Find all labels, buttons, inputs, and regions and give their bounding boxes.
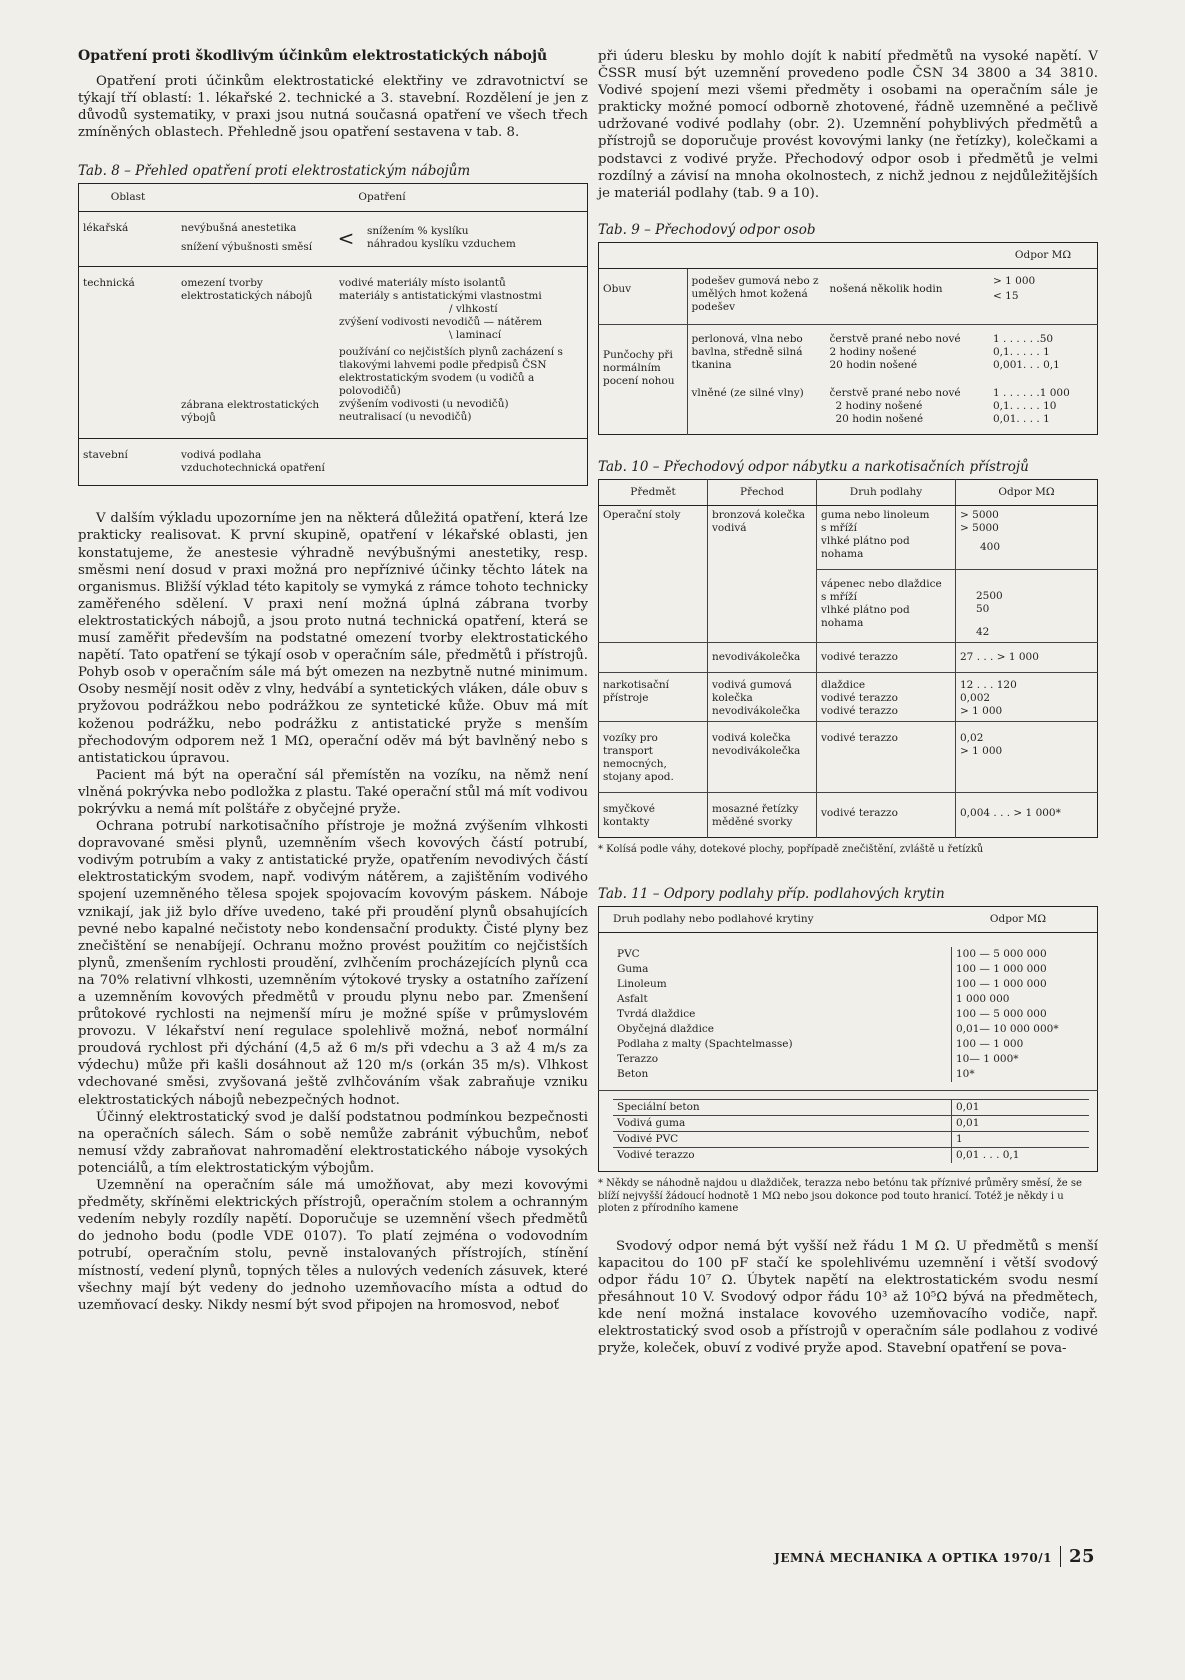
tab8-caption: Tab. 8 – Přehled opatření proti elektrostatickým nábojům	[78, 163, 471, 180]
tab8-row-technical	[79, 267, 588, 439]
floor-name: Tvrdá dlaždice	[613, 1007, 952, 1022]
tab8-col-measures: Opatření	[177, 184, 588, 212]
tab10-r1-v2: > 5000	[960, 521, 999, 534]
floor-row	[613, 1037, 1089, 1052]
tab11-h2: Odpor MΩ	[939, 907, 1098, 933]
tab9-g1-cond: nošená několik hodin	[829, 282, 943, 295]
floor-name: Vodivé PVC	[613, 1132, 952, 1148]
tab10-r2-fl: vodivé terazzo	[817, 642, 956, 672]
tab9-g1-v2: < 15	[993, 289, 1019, 302]
floor-value: 10— 1 000*	[956, 1053, 1019, 1066]
tab8-r2-a1: vodivé materiály místo isolantů	[339, 277, 506, 290]
floor-row	[613, 947, 1089, 962]
floor-name: Vodivá guma	[613, 1116, 952, 1132]
tab10-r3-tr2: nevodivákolečka	[712, 704, 801, 717]
floor-row	[613, 1100, 1089, 1116]
floor-value: 10*	[956, 1068, 975, 1081]
tab10-r3-tr1: vodivá gumová kolečka	[712, 678, 792, 704]
floor-name: Guma	[613, 962, 952, 977]
page-footer	[774, 1546, 1095, 1567]
floor-row	[613, 1148, 1089, 1164]
floor-name: Asfalt	[613, 992, 952, 1007]
tab10-r3-v2: 0,002	[960, 691, 991, 704]
tab10-r4-obj: vozíky pro transport nemocných, stojany apod.	[599, 721, 708, 792]
journal-name: JEMNÁ MECHANIKA A OPTIKA 1970/1	[774, 1551, 1052, 1565]
floor-value: 0,01	[952, 1100, 1090, 1116]
tab10-r2-tr: nevodivákolečka	[708, 642, 817, 672]
tab9-g2-item1: perlonová, vlna nebo bavlna, středně silná tkanina	[687, 324, 826, 375]
paragraph: Účinný elektrostatický svod je další podstatnou podmínkou bezpečnosti na operačních sálech. Sám o sobě nemůže zabránit výbuchům, neboť nemusí vždy zabraňovat nahromadění elektrostatického náboje vysokých potenciálů, a tím elektrostatickým výbojům.	[78, 1109, 588, 1176]
floor-value: 100 — 1 000 000	[956, 963, 1047, 976]
tab10-r1-fl5: s mříží	[821, 590, 857, 603]
tab11-note: * Někdy se náhodně najdou u dlaždiček, terazza nebo betónu tak příznivé průměry směsí, že se blíží nejvyšší žádoucí hodnotě 1 MΩ nebo jsou dokonce pod touto hranicí. Totéž je někdy i u ploten z přírodního kamene	[598, 1178, 1082, 1215]
tab10-table	[598, 479, 1098, 838]
tab9-g1-v1: > 1 000	[993, 274, 1036, 287]
tab9-g2-v2: 0,1. . . . . 1	[993, 345, 1050, 358]
tab11-table	[598, 906, 1098, 1172]
tab10-r1-fl2: s mříží	[821, 521, 857, 534]
floor-row	[613, 977, 1089, 992]
tab10-r1-fl4: vápenec nebo dlaždice	[821, 577, 942, 590]
floor-value: 0,01— 10 000 000*	[956, 1023, 1059, 1036]
tab9-g2-c4: čerstvě prané nebo nové	[829, 386, 961, 399]
floor-value: 100 — 1 000	[956, 1038, 1024, 1051]
tab10-r1-v3: 400	[980, 540, 1001, 553]
tab9-g2-c6: 20 hodin nošené	[835, 412, 924, 425]
paragraph: Svodový odpor nemá být vyšší než řádu 1 M Ω. U předmětů s menší kapacitou do 100 pF stačí ke spolehlivému uzemnění i větší svodový odpor řádu 10⁷ Ω. Úbytek napětí na elektrostatickém svodu nesmí přesáhnout 10 V. Svodový odpor řádu 10³ až 10⁵Ω bývá na předmětech, kde není možná instalace kovového uzemňovacího vodiče, např. elektrostatický svod osob a přístrojů v operačním sále podlahou z vodivé pryže, koleček, obuví z vodivé pryže apod. Stavební opatření se pova-	[598, 1238, 1098, 1357]
tab9-table	[598, 242, 1098, 435]
floor-row	[613, 1067, 1089, 1082]
tab9-g2-c3: 20 hodin nošené	[829, 358, 918, 371]
tab8-row-building	[79, 439, 588, 486]
tab10-r3-fl1: dlaždice	[821, 678, 866, 691]
tab10-r1-v4: 2500	[976, 589, 1003, 602]
paragraph: V dalším výkladu upozorníme jen na některá důležitá opatření, která lze prakticky realisovat. K první skupině, opatření v lékařské oblasti, jen konstatujeme, že anestesie výhradně nevýbušnými anestetiky, resp. směsmi není dosud v praxi možná pro nepříznivé účinky těchto látek na organismus. Bližší výklad této kapitoly se vymyká z rámce tohoto technicky zaměřeného sdělení. V praxi není možná úplná zábrana tvorby elektrostatických nábojů, a jsou proto nutná technická opatření, která se musí zaměřit především na podstatné omezení tvorby elektrostatického napětí. Tato opatření se týkají osob v operačním sále, předmětů i přístrojů. Pohyb osob v operačním sále má být omezen na nezbytně nutné minimum. Osoby nesmějí nosit oděv z vlny, hedvábí a syntetických vláken, dále obuv s pryžovou podrážkou nebo podrážkou ze syntetické kůže. Obuv má mít koženou podrážku, nebo podrážku z antistatické pryže s menším přechodovým odporem než 1 MΩ, operační oděv má být bavlněný nebo s antistatickou úpravou.	[78, 511, 588, 766]
floor-value: 1 000 000	[956, 993, 1010, 1006]
tab9-g2-c1: čerstvě prané nebo nové	[829, 332, 961, 345]
tab8-r2-b2: zvýšením vodivosti (u nevodičů)	[339, 398, 509, 411]
tab9-row-socks	[599, 324, 1098, 375]
tab10-r1-obj: Operační stoly	[599, 505, 708, 642]
tab11-h1: Druh podlahy nebo podlahové krytiny	[599, 907, 940, 933]
intro-paragraph: Opatření proti účinkům elektrostatické elektřiny ve zdravotnictví se týkají tří oblastí: 1. lékařské 2. technické a 3. stavební. Rozdělení je jen z důvodů systematiky, v praxi jsou nutná současná opatření ve všech třech zmíněných oblastech. Přehledně jsou opatření sestavena v tab. 8.	[78, 74, 588, 141]
floor-name: Terazzo	[613, 1052, 952, 1067]
floor-name: Beton	[613, 1067, 952, 1082]
tab9-g2-v5: 0,1. . . . . 10	[993, 399, 1057, 412]
tab9-g2-v1: 1 . . . . . .50	[993, 332, 1054, 345]
tab10-h2: Přechod	[708, 479, 817, 505]
floor-row	[613, 1116, 1089, 1132]
tab8-area-medical: lékařská	[79, 212, 178, 267]
floor-value: 1	[952, 1132, 1090, 1148]
floor-name: Podlaha z malty (Spachtelmasse)	[613, 1037, 952, 1052]
tab10-r5-v: 0,004 . . . > 1 000*	[956, 792, 1098, 837]
tab10-caption: Tab. 10 – Přechodový odpor nábytku a narkotisačních přístrojů	[598, 458, 1029, 475]
tab8-area-building: stavební	[79, 439, 178, 486]
floor-name: Speciální beton	[613, 1100, 952, 1116]
floor-row	[613, 992, 1089, 1007]
tab8-r2-a4: zvýšení vodivosti nevodičů — nátěrem	[339, 316, 543, 329]
tab8-table	[78, 183, 588, 486]
right-column	[598, 48, 1098, 1358]
tab10-r4-fl: vodivé terazzo	[817, 721, 956, 792]
floor-row	[613, 1007, 1089, 1022]
tab8-r3-m1: vodivá podlaha	[181, 449, 262, 462]
tab10-row	[599, 505, 1098, 569]
tab10-r4-tr2: nevodivákolečka	[712, 744, 801, 757]
tab10-r4-v2: > 1 000	[960, 744, 1003, 757]
tab8-r3-m2: vzduchotechnická opatření	[181, 462, 325, 475]
tab8-area-technical: technická	[79, 267, 178, 439]
tab8-r1-d: náhradou kyslíku vzduchem	[367, 238, 516, 251]
paragraph: Pacient má být na operační sál přemístěn na vozíku, na němž není vlněná pokrývka nebo podložka z plastu. Také operační stůl má mít vodivou pokrývku a nemá mít polštáře z obyčejné pryže.	[78, 767, 588, 817]
page-number: 25	[1060, 1546, 1095, 1567]
tab10-r1-fl6: vlhké plátno pod nohama	[821, 603, 910, 629]
tab10-r1-v5: 50	[976, 602, 990, 615]
floor-name: Vodivé terazzo	[613, 1148, 952, 1164]
tab9-row-shoes	[599, 268, 1098, 324]
floor-name: Obyčejná dlaždice	[613, 1022, 952, 1037]
tab10-r3-fl3: vodivé terazzo	[821, 704, 898, 717]
tab8-row-medical	[79, 212, 588, 267]
tab9-g1-item: podešev gumová nebo z umělých hmot kožená podešev	[691, 274, 819, 313]
tab8-r2-m1: omezení tvorby elektrostatických nábojů	[181, 277, 313, 303]
floor-row	[613, 962, 1089, 977]
tab11-rows	[613, 947, 1089, 1082]
paragraph: Ochrana potrubí narkotisačního přístroje je možná zvýšením vlhkosti dopravované směsi plynů, uzemněním všech kovových částí potrubí, vodivým potrubím a vaky z antistatické pryže, opatřením nevodivých částí elektrostatickým svodem, např. vodivým nátěrem, a zajištěním vodivého spojení uzemněného tělesa spojek spojovacím kovovým páskem. Náboje vznikají, jak již bylo dříve uvedeno, také při proudění plynů obsahujících pevné nebo kapalné nečistoty nebo kondensační produkty. Čisté plyny bez znečištění se nenabíjejí. Ochranu možno provést použitím co nejčistších plynů, zmenšením rychlosti proudění, zvlhčením procházejících plynů cca na 70% relativní vlhkosti, uzemněním výtokové trysky a ostatního zařízení a uzemněním kovových předmětů v proudu plynu nebo par. Zmenšení průtokové rychlosti na nejmenší míru je možné spíše v průmyslovém provozu. V lékařství není regulace spolehlivě možná, neboť normální proudová rychlost při dýchání (4,5 až 6 m/s při vdechu a 3 až 4 m/s za výdechu) může při kašli dosáhnout až 120 m/s (orkán 35 m/s). Vlhkost vdechované směsi, zvyšovaná ještě zvlhčováním však zabraňuje vzniku elektrostatických nábojů nebezpečných hodnot.	[78, 819, 588, 1108]
tab9-g2-c5: 2 hodiny nošené	[835, 399, 923, 412]
tab10-r1-v6: 42	[976, 625, 990, 638]
tab10-r5-obj: smyčkové kontakty	[599, 792, 708, 837]
tab9-g2-v3: 0,001. . . 0,1	[993, 358, 1060, 371]
floor-row	[613, 1022, 1089, 1037]
tab10-h1: Předmět	[599, 479, 708, 505]
tab8-col-area: Oblast	[79, 184, 178, 212]
tab10-h3: Druh podlahy	[817, 479, 956, 505]
floor-row	[613, 1132, 1089, 1148]
floor-value: 100 — 1 000 000	[956, 978, 1047, 991]
paragraph: při úderu blesku by mohlo dojít k nabití předmětů na vysoké napětí. V ČSSR musí být uzemnění provedeno podle ČSN 34 3800 a 34 3810. Vodivé spojení mezi všemi předměty i osobami na operačním sále je prakticky možné pomocí odborně zhotovené, řádně uzemněné a pečlivě udržované vodivé podlahy (obr. 2). Uzemnění pohyblivých předmětů a přístrojů se doporučuje provést kovovými lanky (ne řetízky), kolečkami a podstavci z vodivé pryže. Přechodový odpor osob i předmětů je velmi rozdílný a závisí na mnoha okolnostech, z nichž jednou z nejdůležitějších je materiál podlahy (tab. 9 a 10).	[598, 49, 1098, 201]
tab9-col-res: Odpor MΩ	[989, 242, 1098, 268]
floor-row	[613, 1052, 1089, 1067]
section-heading: Opatření proti škodlivým účinkům elektrostatických nábojů	[78, 48, 548, 64]
tab10-r3-fl2: vodivé terazzo	[821, 691, 898, 704]
tab10-r1-fl3: vlhké plátno pod nohama	[821, 534, 910, 560]
tab10-r5-fl: vodivé terazzo	[817, 792, 956, 837]
tab8-r1-a: nevýbušná anestetika	[181, 222, 297, 235]
tab8-r1-b: snížení výbušnosti směsí	[181, 241, 313, 254]
tab11-caption: Tab. 11 – Odpory podlahy příp. podlahových krytin	[598, 886, 945, 903]
tab10-r4-tr1: vodivá kolečka	[712, 731, 791, 744]
tab8-r2-a5: \ laminací	[449, 329, 502, 342]
tab9-g2-item2: vlněné (ze silné vlny)	[691, 386, 804, 399]
tab10-note: * Kolísá podle váhy, dotekové plochy, popřípadě znečištění, zvláště u řetízků	[598, 843, 984, 855]
tab8-bracket: <	[337, 225, 355, 250]
tab10-r2-v: 27 . . . > 1 000	[956, 642, 1098, 672]
floor-value: 100 — 5 000 000	[956, 1008, 1047, 1021]
tab10-h4: Odpor MΩ	[956, 479, 1098, 505]
tab10-r5-tr: mosazné řetízky měděné svorky	[708, 792, 817, 837]
tab9-group-shoes: Obuv	[599, 268, 688, 324]
left-column	[78, 48, 588, 1314]
tab10-r3-v1: 12 . . . 120	[960, 678, 1017, 691]
floor-value: 100 — 5 000 000	[956, 948, 1047, 961]
tab10-r1-fl1: guma nebo linoleum	[821, 508, 930, 521]
tab9-caption: Tab. 9 – Přechodový odpor osob	[598, 221, 816, 238]
tab8-r2-b3: neutralisací (u nevodičů)	[339, 411, 472, 424]
tab9-g2-v4: 1 . . . . . .1 000	[993, 386, 1070, 399]
tab8-r2-a2: materiály s antistatickými vlastnostmi	[339, 290, 542, 303]
floor-name: Linoleum	[613, 977, 952, 992]
tab11-rows2	[613, 1099, 1089, 1163]
floor-value: 0,01 . . . 0,1	[952, 1148, 1090, 1164]
tab8-r2-a3: / vlhkostí	[449, 303, 498, 316]
tab10-r1-v1: > 5000	[960, 508, 999, 521]
tab8-r2-m2: zábrana elektrostatických výbojů	[181, 399, 320, 425]
tab8-r1-c: snížením % kyslíku	[367, 225, 469, 238]
tab9-group-socks: Punčochy při normálním pocení nohou	[599, 324, 688, 434]
tab10-r4-v1: 0,02	[960, 731, 984, 744]
tab8-r2-a6: používání co nejčistších plynů zacházení s tlakovými lahvemi podle předpisů ČSN	[339, 346, 563, 372]
floor-name: PVC	[613, 947, 952, 962]
tab10-r3-obj: narkotisační přístroje	[599, 672, 708, 721]
tab8-r2-b1: elektrostatickým svodem (u vodičů a polovodičů)	[339, 372, 535, 398]
floor-value: 0,01	[952, 1116, 1090, 1132]
paragraph: Uzemnění na operačním sále má umožňovat, aby mezi kovovými předměty, skříněmi elektrických přístrojů, operačním stolem a ochranným vedením nebyly rozdíly napětí. Doporučuje se uzemnění všech předmětů do jednoho bodu (podle VDE 0107). To platí zejména o vodovodním potrubí, operačním stolu, pevně instalovaných přístrojích, stínění místností, vedení plynů, topných těles a nulových vedeních zásuvek, které všechny mají být vedeny do jednoho uzemňovacího místa a odtud do uzemňovací desky. Nikdy nesmí být svod připojen na hromosvod, neboť	[78, 1178, 588, 1313]
tab10-r3-v3: > 1 000	[960, 704, 1003, 717]
tab10-r1-tr: bronzová kolečka vodivá	[708, 505, 817, 642]
tab9-g2-v6: 0,01. . . . 1	[993, 412, 1050, 425]
tab9-g2-c2: 2 hodiny nošené	[829, 345, 917, 358]
